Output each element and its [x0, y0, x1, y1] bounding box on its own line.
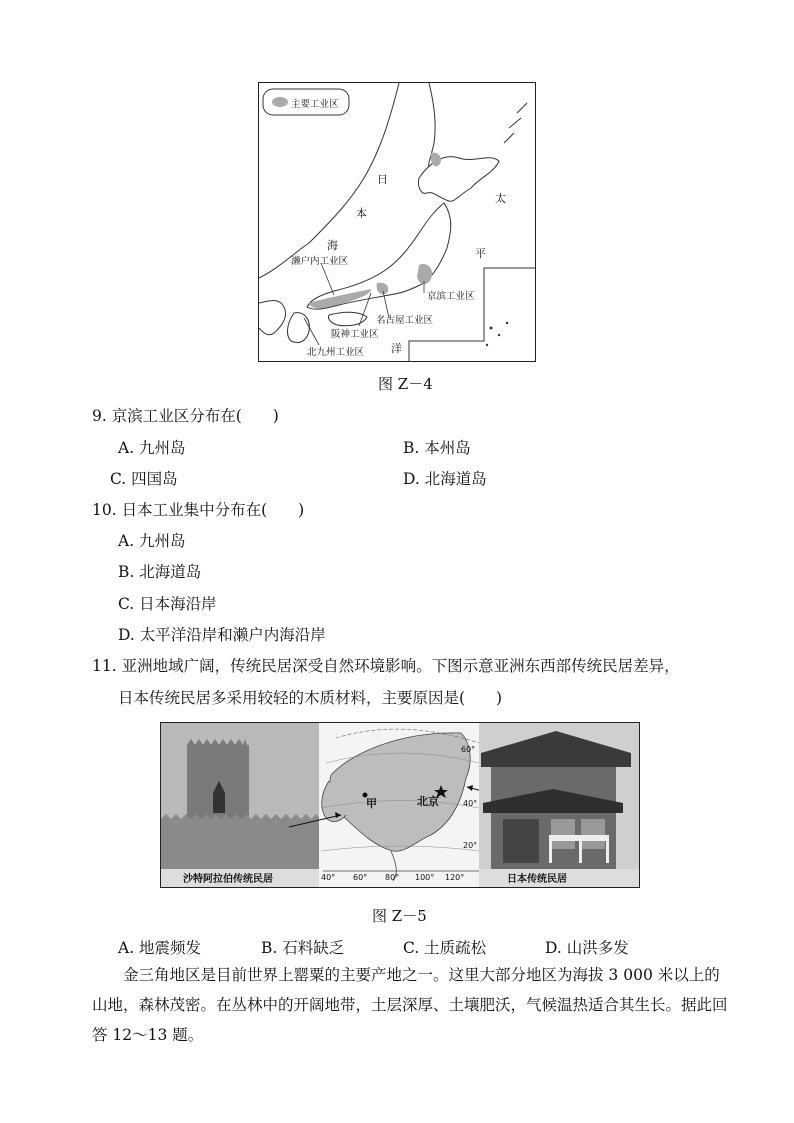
passage-text: 金三角地区是目前世界上罂粟的主要产地之一。这里大部分地区为海拔 3 000 米以上的山地，森林茂密。在丛林中的开阔地带，土层深厚、土壤肥沃，气候温热适合其生长。据此回答 12～13 题。: [92, 966, 728, 1044]
label-tai: 太: [495, 192, 506, 205]
q11-option-c: C. 土质疏松: [403, 939, 487, 957]
saudi-caption: 沙特阿拉伯传统民居: [183, 874, 273, 885]
q11-option-b: B. 石料缺乏: [261, 939, 345, 957]
label-hanshin: 阪神工业区: [331, 329, 379, 340]
q11-line2: 日本传统民居多采用较轻的木质材料，主要原因是( ): [118, 689, 503, 707]
lat-40: 40°: [463, 799, 478, 808]
asia-dwellings-svg: [161, 723, 639, 887]
label-ben: 本: [356, 207, 367, 220]
figure2-caption: 图 Z－5: [372, 907, 427, 925]
q11-option-d: D. 山洪多发: [545, 939, 629, 957]
q10-option-b: B. 北海道岛: [118, 563, 202, 581]
lon-100: 100°: [415, 873, 435, 882]
q11-line1: 11. 亚洲地域广阔，传统民居深受自然环境影响。下图示意亚洲东西部传统民居差异，: [92, 657, 680, 675]
q9-stem: 9. 京滨工业区分布在( ): [92, 407, 279, 425]
lon-60: 60°: [353, 873, 368, 882]
hokkaido: [418, 157, 499, 202]
label-ping: 平: [475, 247, 486, 260]
saudi-wall: [161, 819, 319, 869]
figure1-caption: 图 Z－4: [378, 375, 433, 393]
japan-industrial-map: [258, 82, 536, 362]
q10-option-c: C. 日本海沿岸: [118, 595, 217, 613]
label-kitakyushu: 北九州工业区: [307, 347, 365, 358]
kuril-islands: [504, 103, 527, 143]
korea-coast: [259, 301, 286, 335]
lat-60: 60°: [461, 745, 476, 754]
q9-option-d: D. 北海道岛: [403, 470, 487, 488]
asia-dwellings-figure: [160, 722, 640, 888]
q10-stem: 10. 日本工业集中分布在( ): [92, 501, 305, 519]
label-beijing: 北京: [417, 795, 439, 808]
q9-option-b: B. 本州岛: [403, 439, 471, 457]
lon-80: 80°: [385, 873, 400, 882]
q10-option-d: D. 太平洋沿岸和濑户内海沿岸: [118, 626, 326, 644]
legend-swatch: [272, 97, 288, 107]
label-yang: 洋: [391, 342, 402, 355]
kyushu: [287, 313, 309, 343]
lon-120: 120°: [445, 873, 465, 882]
lat-20: 20°: [463, 841, 478, 850]
label-jia: 甲: [366, 797, 377, 810]
label-setouchi: 濑户内工业区: [291, 256, 349, 267]
lon-40: 40°: [321, 873, 336, 882]
q9-option-c: C. 四国岛: [110, 470, 178, 488]
label-hai: 海: [327, 239, 338, 252]
q10-option-a: A. 九州岛: [118, 532, 186, 550]
q9-option-a: A. 九州岛: [118, 439, 186, 457]
japan-caption: 日本传统民居: [507, 874, 567, 885]
q11-option-a: A. 地震频发: [118, 939, 202, 957]
label-nagoya: 名古屋工业区: [376, 315, 434, 326]
label-keihin: 京滨工业区: [427, 291, 475, 302]
label-ri: 日: [377, 173, 388, 186]
legend-label: 主要工业区: [291, 99, 339, 110]
